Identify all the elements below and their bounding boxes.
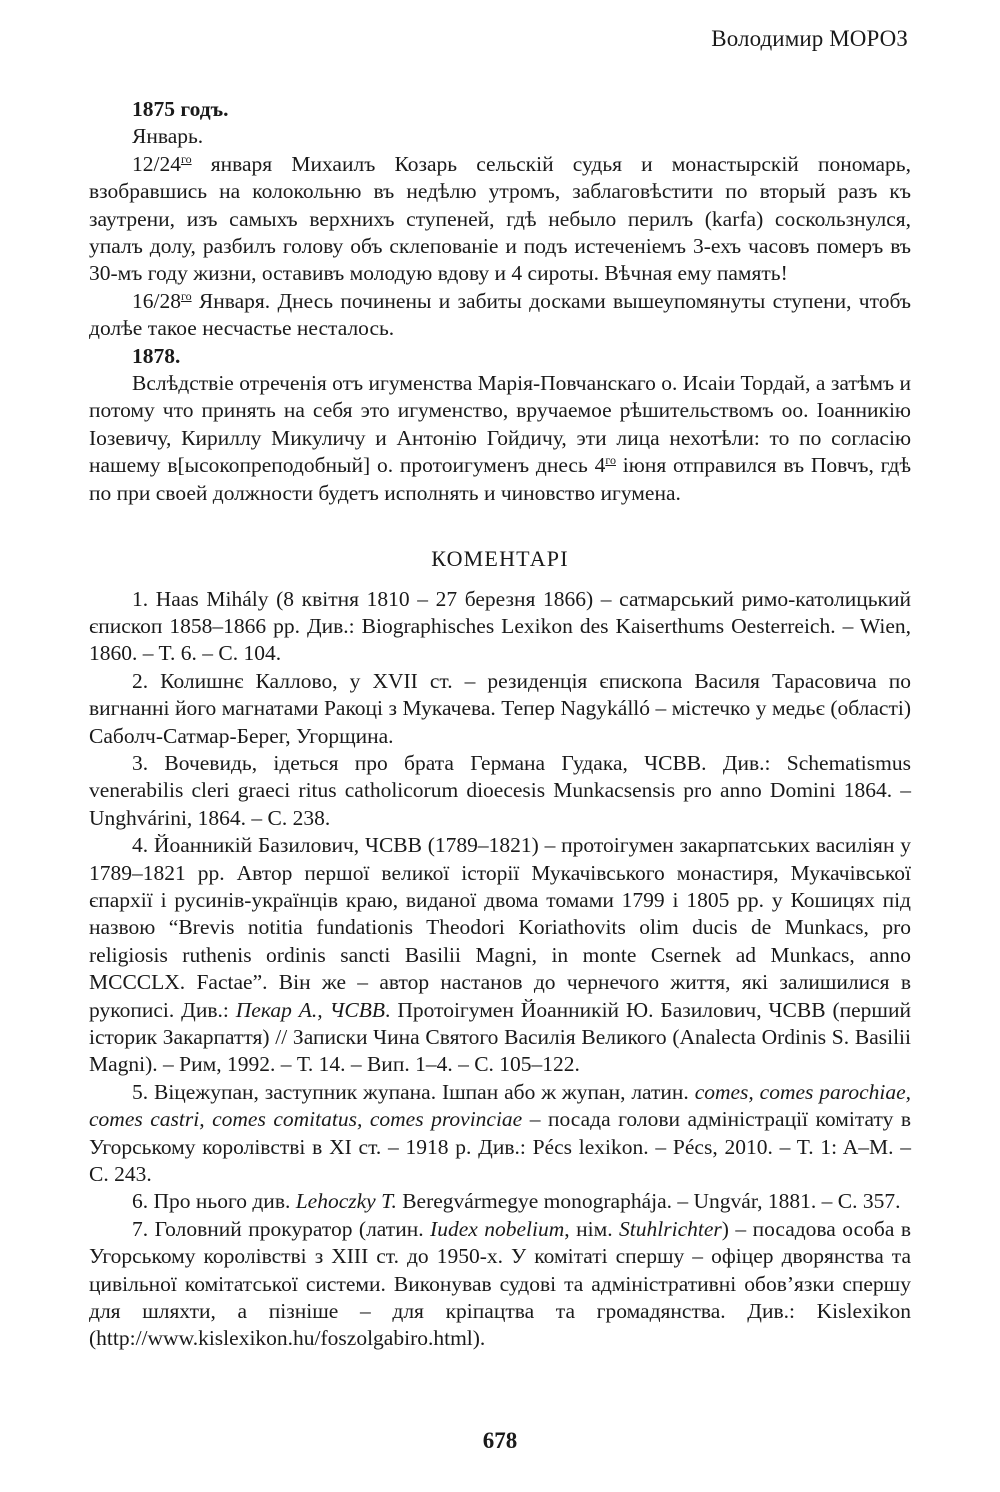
footnote-5: 5. Віцежупан, заступник жупана. Ішпан або ж жупан, латин. comes, comes parochiae, comes castri, comes comitatus, comes provinciae – посада голови адміністрації комітату в Угорському королівстві в XI ст. – 1918 р. Див.: Pécs lexikon. – Pécs, 2010. – T. 1: A–M. – C. 243. (89, 1079, 912, 1187)
footnote-3: 3. Вочевидь, ідеться про брата Германа Гудака, ЧСВВ. Див.: Schematismus venerabilis cleri graeci ritus catholicorum dioecesis Munkacsensis pro anno Domini 1864. – Unghvárini, 1864. – С. 238. (89, 750, 911, 830)
chronicle-entry: $12/24^{го}$ января Михаилъ Козарь сельскій судья и монастырскій пономарь, взобравшись на колокольню въ недѣлю утромъ, заблаговѣстити по вторый разъ къ заутрени, изъ самыхъ верхнихъ ступеней, гдѣ небыло перилъ (karfa) соскользнулся, упалъ долу, разбилъ голову объ склепованіе и подъ истеченіемъ 3-ехъ часовъ померъ въ 30-мъ году жизни, оставивъ молодую вдову и 4 сироты. Вѣчная ему память! (89, 151, 911, 286)
footnote-6: 6. Про нього див. Lehoczky T. Beregvármegye monographája. – Ungvár, 1881. – С. 357. (132, 1189, 901, 1214)
chronicle-entry: $16/28^{го}$ Января. Днесь починены и забиты досками вышеупомянуты ступени, чтобъ долѣе такое несчастье несталось. (89, 288, 911, 341)
month-heading: Январь. (132, 124, 204, 149)
page-body (89, 96, 911, 1353)
footnote-2: 2. Колишнє Каллово, у XVII ст. – резиденція єпископа Василя Тарасовича по вигнанні його магнатами Ракоці з Мукачева. Тепер Nagykálló – містечко у медьє (області) Саболч-Сатмар-Берег, Угорщина. (89, 668, 911, 748)
footnote-7: 7. Головний прокуратор (латин. Iudex nobelium, нім. Stuhlrichter) – посадова особа в Угорському королівстві з XIII ст. до 1950-х. У комітаті спершу – офіцер дворянства та цивільної комітатської системи. Виконував судові та адміністративні обов’язки спершу для шляхти, а пізніше – для кріпацтва та громадянства. Див.: Kislexikon (http://www.kislexikon.hu/foszolgabiro.html). (89, 1216, 911, 1351)
year-heading-1878: 1878. (132, 343, 181, 368)
chronicle-entry: Вслѣдствіе отреченія отъ игуменства Марія-Повчанскаго о. Исаіи Тордай, а затѣмъ и потому что принять на себя это игуменство, вручаемое рѣшительствомъ оо. Іоанникію Іозевичу, Кириллу Микуличу и Антонію Гойдичу, эти лица нехотѣли: то по согласію нашему в[ысокопреподобный] о. протоигуменъ днесь $4^{го}$ іюня отправился въ Повчъ, гдѣ по при своей должности будетъ исполнять и чиновство игумена. (89, 371, 911, 505)
page-number: 678 (482, 1428, 518, 1453)
footnote-4: 4. Йоанникій Базилович, ЧСВВ (1789–1821) – протоігумен закарпатських василіян у 1789–1821 рр. Автор першої великої історії Мукачівського монастиря, Мукачівської єпархії і русинів-українців краю, виданої двома томами 1799 і 1805 рр. у Кошицях під назвою “Brevis notitia fundationis Theodori Koriathovits olim ducis de Munkacs, pro religiosis ruthenis ordinis sancti Basilii Magni, in monte Csernek ad Munkacs, anno MCCCLX. Factae”. Він же – автор настанов до чернечого життя, які залишилися в рукописі. Див.: Пекар А., ЧСВВ. Протоігумен Йоанникій Ю. Базилович, ЧСВВ (перший історик Закарпаття) // Записки Чина Святого Василія Великого (Analecta Ordinis S. Basilii Magni). – Рим, 1992. – Т. 14. – Вип. 1–4. – С. 105–122. (89, 833, 911, 1077)
footnote-1: 1. Haas Mihály (8 квітня 1810 – 27 березня 1866) – сатмарський римо-католицький єпископ 1858–1866 рр. Див.: Biographisches Lexikon des Kaiserthums Oesterreich. – Wien, 1860. – T. 6. – С. 104. (89, 586, 911, 666)
running-head: Володимир МОРОЗ (711, 26, 908, 51)
comments-title: КОМЕНТАРІ (431, 546, 569, 572)
year-heading-1875: 1875 годъ. (132, 97, 229, 121)
